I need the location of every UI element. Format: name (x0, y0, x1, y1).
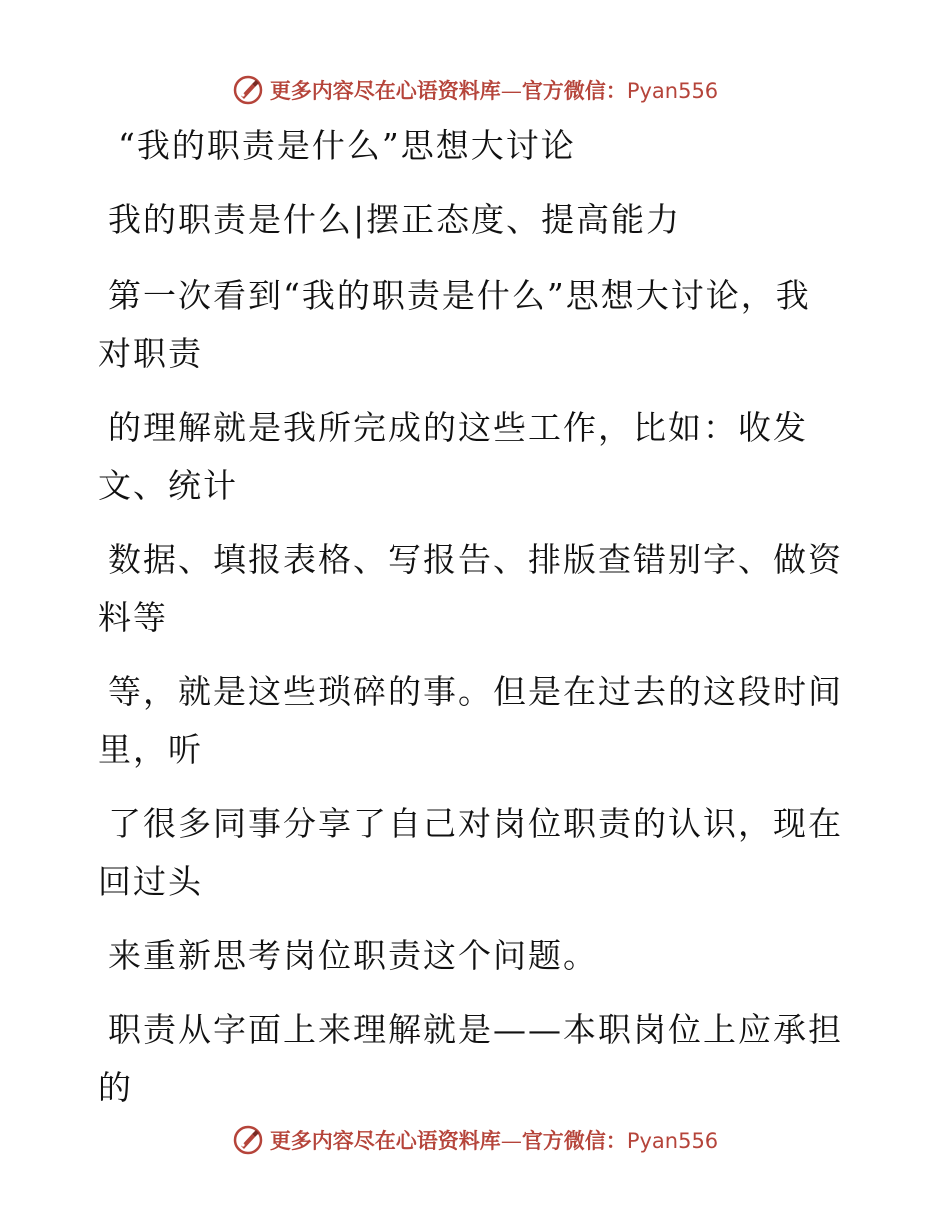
watermark-wechat-id: Pyan556 (626, 1129, 719, 1153)
watermark-wechat-label: 官方微信： (521, 1128, 627, 1153)
paragraph-line: 职责从字面上来理解就是——本职岗位上应承担 (108, 1010, 843, 1049)
paragraph-line: 来重新思考岗位职责这个问题。 (108, 936, 598, 975)
header-watermark (0, 70, 950, 110)
document-subtitle: 我的职责是什么|摆正态度、提高能力 (108, 200, 682, 239)
pen-logo-icon (232, 1124, 264, 1156)
paragraph-line: 第一次看到“我的职责是什么”思想大讨论，我 (108, 276, 811, 315)
watermark-wechat-id: Pyan556 (626, 79, 719, 103)
paragraph-line: 数据、填报表格、写报告、排版查错别字、做资 (108, 540, 843, 579)
watermark-brand: 更多内容尽在心语资料库 (269, 1128, 501, 1153)
watermark-dash: — (500, 79, 522, 103)
footer-watermark (0, 1120, 950, 1160)
paragraph-line: 的理解就是我所完成的这些工作，比如：收发 (108, 408, 808, 447)
paragraph-line: 等，就是这些琐碎的事。但是在过去的这段时间 (108, 672, 843, 711)
paragraph-line: 料等 (98, 598, 168, 637)
paragraph-line: 对职责 (98, 334, 203, 373)
watermark-dash: — (500, 1129, 522, 1153)
watermark-text (270, 75, 718, 105)
watermark-text (270, 1125, 718, 1155)
paragraph-line: 里，听 (98, 730, 203, 769)
watermark-brand: 更多内容尽在心语资料库 (269, 78, 501, 103)
paragraph-line: 文、统计 (98, 466, 238, 505)
paragraph-line: 了很多同事分享了自己对岗位职责的认识，现在 (108, 804, 843, 843)
document-title: “我的职责是什么”思想大讨论 (118, 126, 576, 165)
paragraph-line: 回过头 (98, 862, 203, 901)
paragraph-line: 的 (98, 1068, 133, 1107)
pen-logo-icon (232, 74, 264, 106)
watermark-wechat-label: 官方微信： (521, 78, 627, 103)
